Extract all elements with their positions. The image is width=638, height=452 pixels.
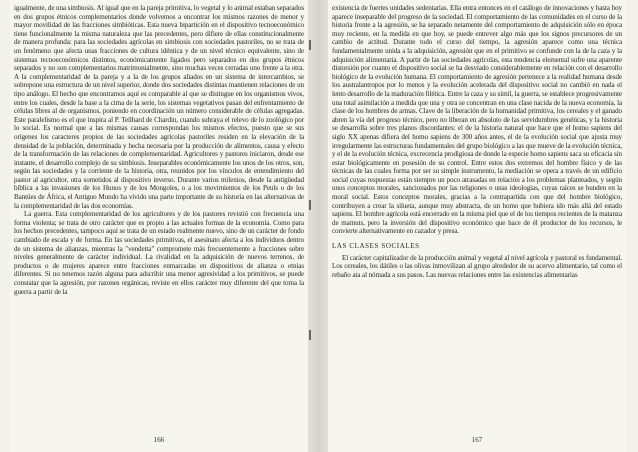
page-number-left: 166: [153, 436, 165, 444]
left-page: [10, 0, 308, 452]
gutter-mark: [309, 40, 311, 50]
right-paragraph-1: existencia de fuertes unidades sedentarias. Ella entra entonces en el catálogo de innovaciones y hasta hoy aparece inseparable del progreso de la sociedad. El comportamiento de las comunidades en el curso de la historia frente a la agresión, se ha separado netamente del comportamiento de adquisición sólo en época muy reciente, en la medida en que hoy, se puede entrever algo más que los signos precursores de un cambio de actitud. Durante todo el curso del tiempo, la agresión aparece como una técnica fundamentalmente unida a la adquisición, agresión que en el primitivo se confunde con la de la caza y la adquisición alimentaria. A partir de las sociedades agrícolas, esta tendencia elemental sufre una aparente distorsión por cuanto el dispositivo social se ha desviado considerablemente en relación con el desarrollo biológico de la evolución humana. El comportamiento de agresión pertenece a la realidad humana desde los australantropos por lo menos y la evolución acelerada del dispositivo social no cambió en nada el lento desarrollo de la maduración filética. Entre la caza y su simil, la guerra, se establece progresivamente una total asimilación a medida que una y otra se concentran en una clase nacida de la nueva economía, la clase de los hombres de armas. Clave de la liberación de la humanidad primitiva, los cereales y el ganado abren la vía del progreso técnico, pero no liberan en absoluto de las servidumbres genéticas, y la historia se desarrolla sobre tres planos discordantes: el de la historia natural que hace que el homo sapiens del siglo XX apenas difiera del homo sapiens de 300 años antes, el de la evolución social que ajusta muy irregularmente las estructuras fundamentales del grupo biológico a las que mueve de la evolución técnica, y el de la evolución técnica, excrecencia prodigiosa de donde la especie homo sapiens saca su eficacia sin estar biológicamente en posesión de su control. Entre estos dos extremos del hombre físico y de las técnicas de las cuales forma por ser su simple instrumento, la mediación se opera a través de un edificio social cuyas respuestas están siempre un poco atrasadas en relación a los problemas planteados, y según unos conceptos morales, sancionados por las religiones o unas ideologías, cuyas raíces se hunden en la moral social. Estos conceptos morales, gracias a la contrapartida con que del hombre biológico, contribuyen a crear la silueta, aunque muy abstracta, de un homo que hubiera ido más allá del estado sapiens. El hombre agrícola está encerrado en la misma piel que el de los tiempos recientes de la matanza de mamuts, pero la inversión del dispositivo económico que hace de él productor de los recursos, le convierte alternativamente en cazador y presa.: [332, 4, 622, 236]
gutter-mark: [309, 200, 311, 210]
book-gutter: [308, 0, 328, 452]
right-page-body: [332, 4, 622, 279]
page-number-right: 167: [471, 436, 483, 444]
left-page-body: [14, 4, 304, 296]
left-paragraph-2: La guerra. Esta complementaridad de los agricultores y de los pastores revistió con frecuencia una forma violenta; se trata de otro carácter que es propio a las actuales formas de la economía. Como para los hechos precedentes, tampoco aquí se trata de un estado realmente nuevo, sino de un carácter de fondo cambiado de escala y de forma. En las sociedades primitivas, el asesinato afecta a los individuos dentro de un sistema de alianzas, mientras la "vendetta" compromete más frecuentemente a fracciones sobre niveles generalmente de carácter individual. La rivalidad en la adquisición de nuevos terrenos, de productos o de mujeres aparece entre fracciones enmarcadas en dispositivos de alianza o etnias diferentes. Si no tenemos razón alguna para adscribir una menor agresividad a los primitivos, se puede constatar que la agresión, por razones orgánicas, reviste en ellos carácter muy diferente del que toma la guerra a partir de la: [14, 210, 304, 296]
section-heading: LAS CLASES SOCIALES: [332, 242, 420, 251]
right-paragraph-2: El carácter capitalizador de la producción animal y vegetal al nivel agrícola y pastoral es fundamental. Los cereales, los dátiles o las olivas inmovilizan al grupo alrededor de su acervo alimentario, tal como el rebaño ata al nómada a sus pasos. Las nuevas relaciones entre las existencias alimentarias: [332, 253, 622, 279]
right-page: [328, 0, 626, 452]
left-paragraph-1: igualmente, de una simbiosis. Al igual que en la pareja primitiva, lo vegetal y lo animal estaban separados en dos grupos étnicos complementarios donde volvemos a encontrar los mismos razones de menor y mayor movilidad de las fracciones simbióticas. Esta nueva bipartición en el dispositivo tecnoeconómico tiene funcionalmente la misma naturaleza que las precedentes, pero difiere de ellas constitucionalmente de manera profunda: para las sociedades agrícolas en simbiosis con sociedades pastoriles, no se trata de un fenómeno que afecta unas fracciones de cultura idéntica y de un nivel técnico equivalente, sino de sistemas tecnoeconómicos distintos, económicamente ligados pero separados en dos grupos étnicos separados y no son complementarios matrimonialmente, sino muchas veces cerradas uno frente a la otra. A la complementaridad de la pareja y a la de los grupos aliados en un sistema de intercambios, se sobrepone una estructura de un nivel superior, donde dos sociedades distintas mantienen relaciones de un tipo análogo. El hecho que encontramos aquí es comparable al que se distingue en los organismos vivos, entre los cuales, desde la base a la cima de la serie, los sistemas vegetativos pasan del enfrentamiento de células libres al de organismos, poniendo en coordinación un número considerable de células agregadas. Este paralelismo es el que inspira al P. Teilhard de Chardin, cuando subraya el relevo de lo zoológico por lo social. Es normal que a las mismas causas correspondan los mismos efectos, puesto que se sus orígenes los caracteres propios de las sociedades agrícolas pastoriles residen en la elevación de la densidad de la población, determinada y hecha necesaria por la producción de alimentos, causa y efecto de la transformación de las relaciones de complementaridad. Agricultores y pastores iniciaron, desde ese instante, el desarrollo complejo de su simbiosis. Inseparables económicamente los unos de los otros, son, según las sociedades y la corriente de la historia, otra, reunidos por los vínculos de entendimiento del pastor al agricultor, otra sometidos al dispositivo inverso. Durante varios milenios, desde la antigüedad bíblica a las invasiones de los Hunos y de los Mongoles, o a los movimientos de los Peuls o de los Bantúes de África, el Antiguo Mundo ha vivido una parte importante de su historia en las alternativas de la complementaridad de las dos economías.: [14, 4, 304, 210]
gutter-mark: [309, 330, 311, 340]
